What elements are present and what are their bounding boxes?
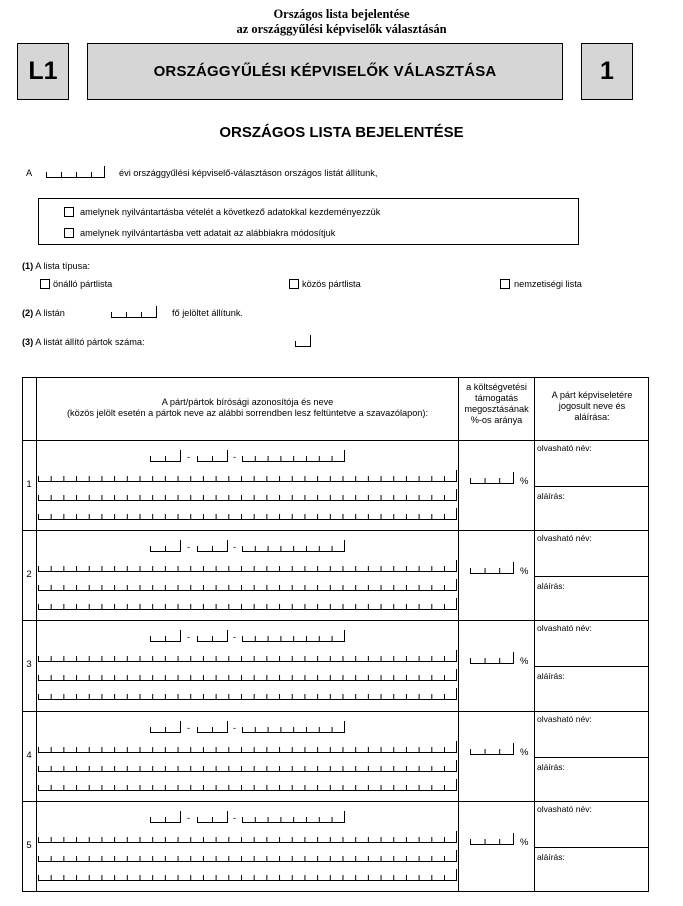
- id-dash: -: [187, 813, 191, 823]
- signature-label: aláírás:: [537, 852, 565, 862]
- party-id-part2-input[interactable]: [197, 721, 228, 733]
- table-row-divider: [22, 801, 649, 802]
- col-share-header-l3: megosztásának: [464, 404, 529, 414]
- percentage-input[interactable]: [470, 833, 514, 845]
- list-type-label: A lista típusa:: [35, 261, 90, 271]
- option1-checkbox[interactable]: [64, 207, 74, 217]
- id-dash: -: [187, 632, 191, 642]
- party-name-input[interactable]: [38, 850, 457, 862]
- party-name-input[interactable]: [38, 560, 457, 572]
- party-id-part2-input[interactable]: [197, 811, 228, 823]
- percent-sign: %: [520, 476, 529, 487]
- party-name-input[interactable]: [38, 508, 457, 520]
- table-row-divider: [22, 711, 649, 712]
- percent-sign: %: [520, 747, 529, 758]
- party-id-part1-input[interactable]: [150, 811, 181, 823]
- percentage-input[interactable]: [470, 562, 514, 574]
- parties-count-input[interactable]: [295, 335, 311, 347]
- party-id-part3-input[interactable]: [242, 811, 345, 823]
- party-id-part1-input[interactable]: [150, 540, 181, 552]
- party-id-part2-input[interactable]: [197, 450, 228, 462]
- party-id-part1-input[interactable]: [150, 450, 181, 462]
- parties-count-number: (3): [22, 337, 34, 347]
- table-row-divider: [22, 530, 649, 531]
- row-number: 3: [26, 659, 32, 670]
- candidates-prefix: A listán: [35, 308, 65, 318]
- candidates-heading: [22, 308, 65, 319]
- party-name-input[interactable]: [38, 688, 457, 700]
- rep-divider: [535, 486, 649, 487]
- id-dash: -: [187, 723, 191, 733]
- type2-checkbox[interactable]: [289, 279, 299, 289]
- rep-divider: [535, 847, 649, 848]
- party-name-input[interactable]: [38, 831, 457, 843]
- row-number: 5: [26, 840, 32, 851]
- signature-label: aláírás:: [537, 581, 565, 591]
- form-code-box: L1: [17, 43, 69, 100]
- option2-label: amelynek nyilvántartásba vett adatait az alábbiakra módosítjuk: [80, 228, 336, 238]
- list-type-heading: [22, 261, 90, 272]
- option1-label: amelynek nyilvántartásba vételét a következő adatokkal kezdeményezzük: [80, 207, 381, 217]
- id-dash: -: [233, 542, 237, 552]
- col-rep-header-l1: A párt képviseletére: [551, 390, 633, 400]
- col-rep-header-l2: jogosult neve és: [558, 401, 626, 411]
- id-dash: -: [233, 632, 237, 642]
- col-share-header-l1: a költségvetési: [466, 382, 527, 392]
- intro-prefix: A: [26, 168, 33, 178]
- rep-divider: [535, 757, 649, 758]
- col-rep-header-l3: aláírása:: [574, 412, 610, 422]
- candidates-count-input[interactable]: [111, 306, 157, 318]
- parties-count-label: A listát állító pártok száma:: [35, 337, 145, 347]
- list-type-number: (1): [22, 261, 34, 271]
- col-party-header-line1: A párt/pártok bírósági azonosítója és neve: [161, 397, 334, 407]
- party-name-input[interactable]: [38, 470, 457, 482]
- rep-divider: [535, 666, 649, 667]
- row-number: 1: [26, 479, 32, 490]
- header-line1: Országos lista bejelentése: [273, 7, 410, 21]
- party-id-part2-input[interactable]: [197, 630, 228, 642]
- candidates-suffix: fő jelöltet állítunk.: [172, 308, 243, 318]
- year-input[interactable]: [46, 166, 105, 178]
- election-title-box: ORSZÁGGYŰLÉSI KÉPVISELŐK VÁLASZTÁSA: [87, 43, 563, 100]
- form-title: ORSZÁGOS LISTA BEJELENTÉSE: [219, 124, 464, 141]
- type3-label: nemzetiségi lista: [514, 279, 582, 289]
- col-rep-header: [535, 390, 649, 423]
- party-name-input[interactable]: [38, 669, 457, 681]
- option2-checkbox[interactable]: [64, 228, 74, 238]
- id-dash: -: [233, 723, 237, 733]
- party-id-part3-input[interactable]: [242, 630, 345, 642]
- parties-count-heading: [22, 337, 145, 348]
- party-name-input[interactable]: [38, 579, 457, 591]
- col-share-header: [459, 382, 534, 426]
- readable-name-label: olvasható név:: [537, 623, 592, 633]
- signature-label: aláírás:: [537, 491, 565, 501]
- type3-checkbox[interactable]: [500, 279, 510, 289]
- id-dash: -: [233, 452, 237, 462]
- table-divider: [36, 377, 37, 892]
- id-dash: -: [187, 542, 191, 552]
- table-header-divider: [22, 440, 649, 441]
- party-name-input[interactable]: [38, 598, 457, 610]
- header-line2: az országgyűlési képviselők választásán: [236, 22, 447, 36]
- party-id-part3-input[interactable]: [242, 721, 345, 733]
- readable-name-label: olvasható név:: [537, 714, 592, 724]
- type1-label: önálló pártlista: [53, 279, 113, 289]
- col-party-header-line2: (közös jelölt esetén a pártok neve az alábbi sorrendben lesz feltüntetve a szavazólapon):: [66, 408, 429, 418]
- party-name-input[interactable]: [38, 869, 457, 881]
- party-id-part2-input[interactable]: [197, 540, 228, 552]
- signature-label: aláírás:: [537, 671, 565, 681]
- percentage-input[interactable]: [470, 652, 514, 664]
- party-name-input[interactable]: [38, 760, 457, 772]
- readable-name-label: olvasható név:: [537, 443, 592, 453]
- party-id-part3-input[interactable]: [242, 450, 345, 462]
- signature-label: aláírás:: [537, 762, 565, 772]
- id-dash: -: [233, 813, 237, 823]
- percentage-input[interactable]: [470, 472, 514, 484]
- row-number: 2: [26, 569, 32, 580]
- percent-sign: %: [520, 656, 529, 667]
- readable-name-label: olvasható név:: [537, 533, 592, 543]
- party-name-input[interactable]: [38, 489, 457, 501]
- table-divider: [458, 377, 459, 892]
- candidates-number: (2): [22, 308, 34, 318]
- type2-label: közös pártlista: [302, 279, 361, 289]
- rep-divider: [535, 576, 649, 577]
- intro-text: évi országgyűlési képviselő-választáson országos listát állítunk,: [119, 168, 378, 178]
- party-name-input[interactable]: [38, 741, 457, 753]
- id-dash: -: [187, 452, 191, 462]
- percent-sign: %: [520, 837, 529, 848]
- party-id-part1-input[interactable]: [150, 630, 181, 642]
- page-number-box: 1: [581, 43, 633, 100]
- percentage-input[interactable]: [470, 743, 514, 755]
- party-name-input[interactable]: [38, 779, 457, 791]
- table-divider: [534, 377, 535, 892]
- party-id-part1-input[interactable]: [150, 721, 181, 733]
- col-share-header-l4: %-os aránya: [470, 415, 523, 425]
- percent-sign: %: [520, 566, 529, 577]
- type1-checkbox[interactable]: [40, 279, 50, 289]
- col-share-header-l2: támogatás: [475, 393, 518, 403]
- table-row-divider: [22, 620, 649, 621]
- col-party-header: [37, 397, 458, 419]
- party-name-input[interactable]: [38, 650, 457, 662]
- row-number: 4: [26, 750, 32, 761]
- readable-name-label: olvasható név:: [537, 804, 592, 814]
- party-id-part3-input[interactable]: [242, 540, 345, 552]
